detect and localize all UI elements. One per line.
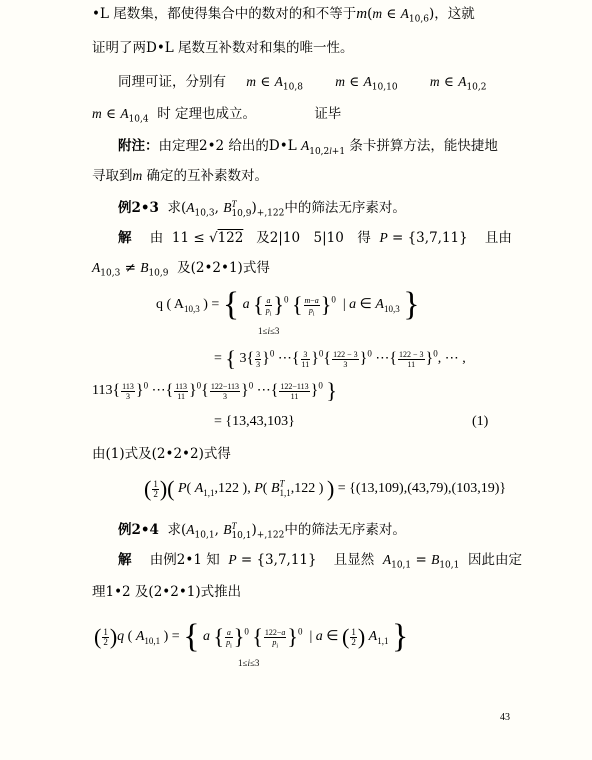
- proof-end: 证毕: [314, 106, 342, 122]
- text-line: [92, 582, 522, 602]
- text: 由定理2•2 给出的D•L: [158, 138, 297, 154]
- text: 因此由定: [467, 552, 522, 568]
- text: 确定的互补素数对。: [146, 168, 269, 184]
- text: 由(1)式及(2•2•2)式得: [92, 446, 231, 462]
- equation-tag: (1): [472, 414, 489, 429]
- text-line: •L 尾数集，都使得集合中的数对的和不等于m(m ∈ $A_{10,6}$)，这就: [92, 6, 475, 25]
- solution-label: 解: [118, 230, 132, 246]
- text-line: 寻取到m 确定的互补素数对。: [92, 168, 269, 184]
- text: 中的筛法无序素对。: [284, 200, 406, 216]
- text-line: $A_{10,3} \ne B_{10,9}$ 及(2•2•1)式得: [92, 260, 270, 279]
- text: •L 尾数集，都使得集合中的数对的和不等于: [92, 6, 357, 22]
- text-line: 例2•3 求($A_{10,3}$, $B^T_{10,9})_{+,122}$中的筛法无序素对。: [118, 198, 406, 219]
- page-number: 43: [500, 712, 510, 723]
- text: 由例2•1 知: [149, 552, 220, 568]
- text: 由: [149, 230, 164, 246]
- index-range: 1≤i≤3: [238, 658, 260, 668]
- solution-label: 解: [118, 552, 132, 568]
- note-label: 附注：: [118, 138, 159, 154]
- text-line: 附注：由定理2•2 给出的D•L $A_{10,2l+1}$ 条卡拼算方法，能快捷地: [118, 138, 498, 157]
- equation-lhs: q ( A: [156, 297, 184, 313]
- equation-line: = { 3{ $\frac{3}{3}$ }$^0$ ⋯{ $\frac{3}{11}$ }$^0${ $\frac{122 - 3}{3}$ }$^0$ ⋯{ $\frac{122 - 3}{11}$ }$^0$, ⋯ ,: [214, 346, 466, 371]
- text-line: 例2•4 求($A_{10,1}$, $B^T_{10,1})_{+,122}$中的筛法无序素对。: [118, 520, 406, 541]
- text-line: 解 由 11 ≤ √122 及2|10 5|10 得 P = {3,7,11} 且由: [118, 230, 512, 246]
- example-label: 例2•3: [118, 200, 159, 216]
- text: ，这就: [434, 6, 475, 22]
- example-label: 例2•4: [118, 522, 159, 538]
- text: 同理可证，分别有: [118, 74, 226, 90]
- equation-q: q ( $A_{10,3}$ ) = { a { $\frac{a}{p_i}$ }$^0$ { $\frac{m-a}{p_i}$ }$^0$ | a ∈ $A_{10,3}$ }: [156, 286, 420, 323]
- text-line: m ∈ $A_{10,4}$ 时 定理也成立。 证毕: [92, 106, 342, 125]
- text: 时 定理也成立。: [157, 106, 257, 122]
- text: 条卡拼算方法，能快捷地: [349, 138, 498, 154]
- text: 及2|10 5|10 得: [256, 230, 371, 246]
- text: 中的筛法无序素对。: [284, 522, 406, 538]
- text: 求: [167, 200, 182, 216]
- text: 且由: [484, 230, 512, 246]
- text: 理1•2 及(2•2•1)式推出: [92, 584, 242, 600]
- text: 证明了两D•L 尾数互补数对和集的唯一性。: [92, 40, 354, 56]
- text-line: [92, 444, 522, 464]
- equation-result: = {(13,109),(43,79),(103,19)}: [337, 481, 507, 497]
- text-line: 同理可证，分别有 m ∈ $A_{10,8}$ m ∈ $A_{10,10}$ m ∈ $A_{10,2}$: [118, 74, 487, 93]
- equation-pairs: ( $\frac{1}{2}$ )( P( $A_{1,1},122$ ), P( $B^T_{1,1},122$ ) ) = {(13,109),(43,79),(103,19)}: [144, 476, 507, 501]
- text: 及(2•2•1)式得: [177, 260, 270, 276]
- index-range: 1≤i≤3: [258, 326, 280, 336]
- text: 寻取到: [92, 168, 133, 184]
- text: 求: [167, 522, 182, 538]
- equation-result: = {13,43,103}: [214, 414, 295, 429]
- text-line: [92, 38, 522, 58]
- equation-half-q: ( $\frac{1}{2}$ )q ( $A_{10,1}$ ) = { a { $\frac{a}{p_i}$ }$^0$ { $\frac{122-a}{p_i}$ }$^0$ | a ∈ ( $\frac{1}{2}$ ) $A_{1,1}$ }: [94, 618, 409, 655]
- equation-line: 113{ $\frac{113}{3}$ }$^0$ ⋯{ $\frac{113}{11}$ }$^0${ $\frac{122-113}{3}$ }$^0$ ⋯{ $\frac{122-113}{11}$ }$^0$ }: [92, 378, 337, 403]
- text-line: 解 由例2•1 知 P = {3,7,11} 且显然 $A_{10,1} = B_{10,1}$ 因此由定: [118, 552, 522, 571]
- text: 且显然: [333, 552, 375, 568]
